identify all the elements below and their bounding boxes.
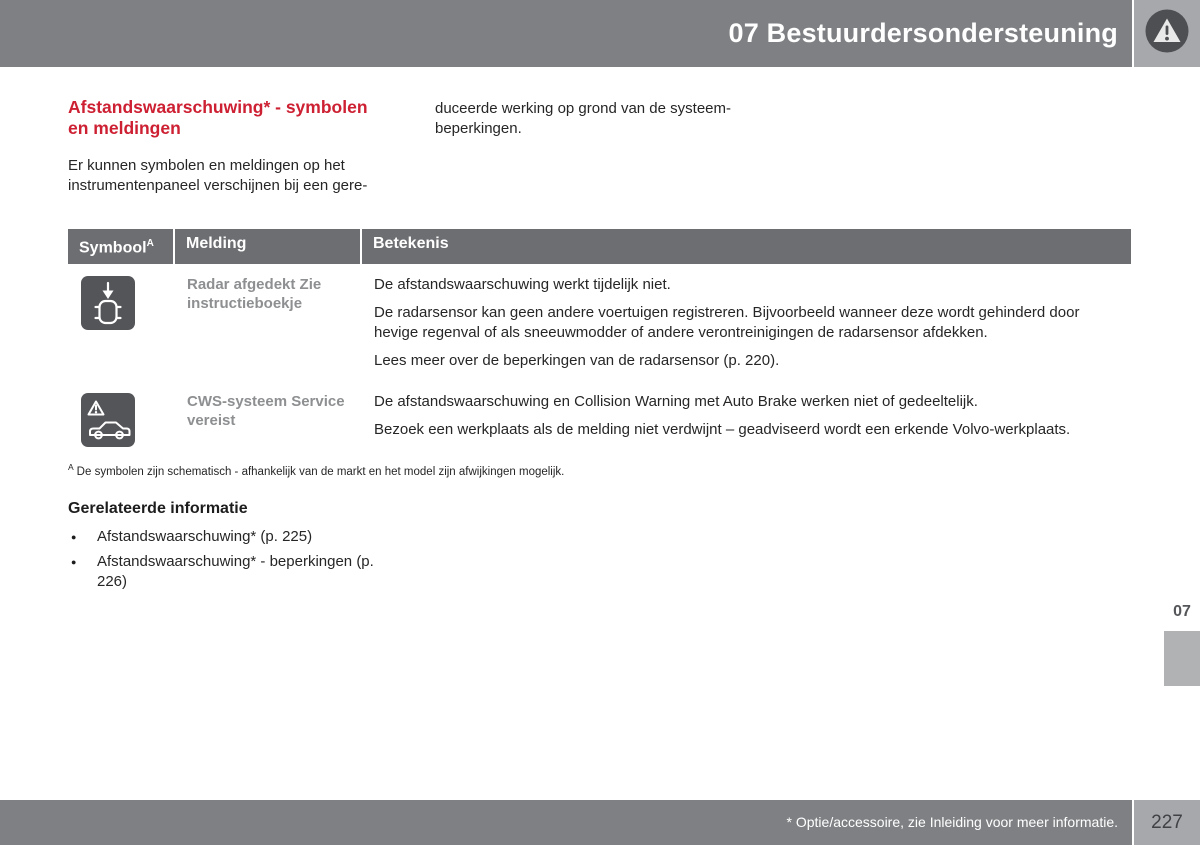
betekenis-paragraph: De afstandswaarschuwing en Collision Warning met Auto Brake werken niet of gedeeltelijk. bbox=[374, 393, 978, 411]
related-info-item: ● Afstandswaarschuwing* - beperkingen (p. 226) bbox=[68, 552, 378, 592]
melding-text: Radar afgedekt Zie instructieboekje bbox=[187, 276, 322, 313]
chapter-tab-marker bbox=[1164, 631, 1200, 686]
intro-text-left: Er kunnen symbolen en meldingen op het instrumentenpaneel verschijnen bij een gere- bbox=[68, 157, 368, 194]
collision-warning-service-icon bbox=[81, 393, 135, 447]
chapter-number-label: 07 bbox=[1173, 603, 1191, 620]
betekenis-cell bbox=[362, 383, 1131, 450]
chapter-header-bar bbox=[0, 0, 1200, 67]
radar-blocked-icon bbox=[81, 276, 135, 330]
table-header-symbool: Symbool$^A$ bbox=[68, 229, 173, 264]
intro-right-column bbox=[435, 97, 775, 196]
symbols-table bbox=[68, 229, 1131, 450]
melding-cell bbox=[175, 383, 360, 450]
symbol-cell bbox=[68, 383, 173, 450]
footnote-text: De symbolen zijn schematisch - afhankelijk van de markt en het model zijn afwijkingen mogelijk. bbox=[76, 466, 565, 479]
table-header-betekenis: Betekenis bbox=[362, 229, 1131, 264]
related-info-heading: Gerelateerde informatie bbox=[68, 500, 248, 518]
header-corner-box bbox=[1132, 0, 1200, 67]
warning-triangle-icon bbox=[1144, 8, 1190, 59]
betekenis-paragraph: De afstandswaarschuwing werkt tijdelijk niet. bbox=[374, 276, 671, 294]
intro-text-right: duceerde werking op grond van de systeem-beperkingen. bbox=[435, 100, 732, 137]
chapter-title: 07 Bestuurdersondersteuning bbox=[728, 18, 1118, 48]
related-info-item: ● Afstandswaarschuwing* (p. 225) bbox=[68, 527, 378, 547]
related-info-list bbox=[68, 527, 1131, 592]
intro-section bbox=[68, 97, 1131, 196]
betekenis-cell bbox=[362, 266, 1131, 381]
betekenis-paragraph: Lees meer over de beperkingen van de radarsensor (p. 220). bbox=[374, 352, 780, 370]
option-footnote: * Optie/accessoire, zie Inleiding voor meer informatie. bbox=[786, 814, 1118, 830]
page-footer-bar bbox=[0, 800, 1200, 845]
symbol-cell bbox=[68, 266, 173, 381]
section-heading: Afstandswaarschuwing* - symbolen en meldingen bbox=[68, 97, 368, 138]
intro-left-column bbox=[68, 97, 388, 196]
melding-cell bbox=[175, 266, 360, 381]
table-header-melding: Melding bbox=[175, 229, 360, 264]
table-footnote bbox=[68, 460, 1131, 479]
header-footnote-marker: A bbox=[146, 238, 154, 249]
page-number: 227 bbox=[1132, 800, 1200, 845]
main-content bbox=[68, 67, 1131, 597]
melding-text: CWS-systeem Service vereist bbox=[187, 393, 345, 430]
footnote-marker: A bbox=[68, 462, 74, 473]
betekenis-paragraph: De radarsensor kan geen andere voertuigen registreren. Bijvoorbeeld wanneer deze wordt gehinderd door hevige regenval of als sneeuwmodder of andere verontreinigingen de radarsensor afdekken. bbox=[374, 304, 1080, 342]
betekenis-paragraph: Bezoek een werkplaats als de melding niet verdwijnt – geadviseerd wordt een erkende Volvo-werkplaats. bbox=[374, 421, 1071, 439]
